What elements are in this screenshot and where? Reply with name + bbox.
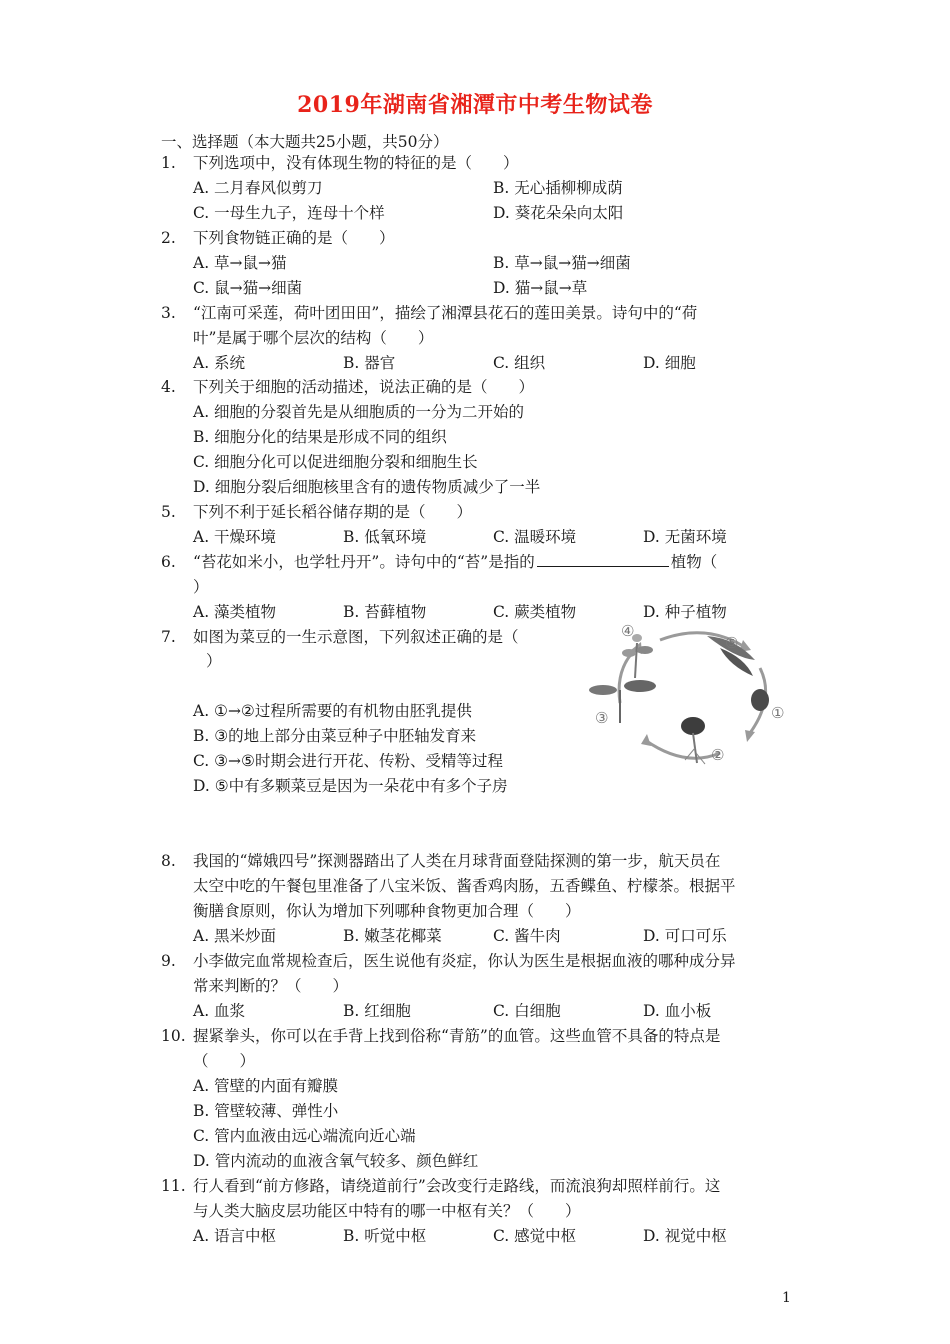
question-number: 9.: [161, 952, 176, 970]
arrow-head: [745, 730, 755, 742]
question-number: 10.: [161, 1027, 186, 1045]
option: B. 器官: [343, 354, 396, 372]
question-text: 衡膳食原则，你认为增加下列哪种食物更加合理（ ）: [193, 902, 581, 920]
question-text: 叶”是属于哪个层次的结构（ ）: [193, 329, 434, 347]
option: C. 一母生九子，连母十个样: [193, 204, 385, 222]
option: B. 苔藓植物: [343, 603, 427, 621]
question-text-part: 植物（: [670, 553, 718, 571]
option: B. ③的地上部分由菜豆种子中胚轴发育来: [193, 727, 477, 745]
question-text: 我国的“嫦娥四号”探测器踏出了人类在月球背面登陆探测的第一步，航天员在: [193, 852, 721, 870]
option: C. 温暖环境: [493, 528, 577, 546]
option: B. 管壁较薄、弹性小: [193, 1102, 339, 1120]
option: A. 草→鼠→猫: [193, 254, 287, 272]
option: D. 可口可乐: [643, 927, 727, 945]
question-number: 6.: [161, 553, 176, 571]
question-text: 行人看到“前方修路，请绕道前行”会改变行走路线，而流浪狗却照样前行。这: [193, 1177, 721, 1195]
option: B. 听觉中枢: [343, 1227, 427, 1245]
page-number: 1: [782, 1290, 791, 1306]
option: B. 细胞分化的结果是形成不同的组织: [193, 428, 447, 446]
question-number: 8.: [161, 852, 176, 870]
exam-title: 2019年湖南省湘潭市中考生物试卷: [297, 92, 653, 118]
option: C. 鼠→猫→细菌: [193, 279, 303, 297]
option: B. 草→鼠→猫→细菌: [493, 254, 631, 272]
option: D. 无菌环境: [643, 528, 727, 546]
option: D. 血小板: [643, 1002, 712, 1020]
question-text: ）: [193, 578, 209, 596]
option: D. 细胞分裂后细胞核里含有的遗传物质减少了一半: [193, 478, 541, 496]
bean-life-cycle-figure: [585, 618, 800, 778]
option: D. 视觉中枢: [643, 1227, 727, 1245]
option: C. 酱牛肉: [493, 927, 561, 945]
question-text: “江南可采莲，荷叶团田田”，描绘了湘潭县花石的莲田美景。诗句中的“荷: [193, 304, 698, 322]
question-text: 太空中吃的午餐包里准备了八宝米饭、酱香鸡肉肠，五香鲽鱼、柠檬茶。根据平: [193, 877, 736, 895]
option: A. ①→②过程所需要的有机物由胚乳提供: [193, 702, 472, 720]
question-number: 2.: [161, 229, 176, 247]
question-text: [193, 552, 717, 572]
option: C. 白细胞: [493, 1002, 561, 1020]
option: A. 黑米炒面: [193, 927, 277, 945]
question-text: （ ）: [193, 1052, 256, 1070]
option: D. 细胞: [643, 354, 696, 372]
option: B. 无心插柳柳成荫: [493, 179, 623, 197]
option: A. 管壁的内面有瓣膜: [193, 1077, 339, 1095]
section-heading: 一、选择题（本大题共25小题，共50分）: [161, 133, 449, 151]
question-text: 常来判断的？（ ）: [193, 977, 349, 995]
option: D. 葵花朵朵向太阳: [493, 204, 624, 222]
figure-label: ⑤: [725, 634, 739, 652]
figure-label: ①: [771, 704, 785, 722]
option: A. 干燥环境: [193, 528, 277, 546]
option: D. 猫→鼠→草: [493, 279, 588, 297]
option: A. 系统: [193, 354, 246, 372]
question-number: 7.: [161, 628, 176, 646]
question-text: 握紧拳头，你可以在手背上找到俗称“青筋”的血管。这些血管不具备的特点是: [193, 1027, 721, 1045]
question-number: 3.: [161, 304, 176, 322]
question-text-part: “苔花如米小，也学牡丹开”。诗句中的“苔”是指的: [193, 553, 535, 571]
question-text: 小李做完血常规检查后，医生说他有炎症，你认为医生是根据血液的哪种成分异: [193, 952, 736, 970]
question-number: 1.: [161, 154, 176, 172]
option: B. 低氧环境: [343, 528, 427, 546]
figure-label: ④: [621, 622, 635, 640]
option: C. 感觉中枢: [493, 1227, 577, 1245]
question-text: 下列选项中，没有体现生物的特征的是（ ）: [193, 154, 519, 172]
option: C. 蕨类植物: [493, 603, 577, 621]
figure-label: ②: [711, 746, 725, 764]
option: B. 红细胞: [343, 1002, 411, 1020]
question-number: 11.: [161, 1177, 186, 1195]
question-text: 下列关于细胞的活动描述，说法正确的是（ ）: [193, 378, 535, 396]
answer-blank: [537, 552, 669, 567]
question-text: 下列食物链正确的是（ ）: [193, 229, 395, 247]
option: A. 血浆: [193, 1002, 246, 1020]
flowering-plant-icon: [622, 634, 653, 678]
option: A. 二月春风似剪刀: [193, 179, 323, 197]
option: C. 组织: [493, 354, 546, 372]
option: C. ③→⑤时期会进行开花、传粉、受精等过程: [193, 752, 503, 770]
option: C. 细胞分化可以促进细胞分裂和细胞生长: [193, 453, 478, 471]
question-number: 4.: [161, 378, 176, 396]
question-number: 5.: [161, 503, 176, 521]
question-text: ）: [206, 652, 222, 670]
option: B. 嫩茎花椰菜: [343, 927, 442, 945]
option: A. 藻类植物: [193, 603, 277, 621]
cycle-arrow: [645, 740, 720, 758]
option: D. 种子植物: [643, 603, 727, 621]
figure-label: ③: [595, 709, 609, 727]
option: C. 管内血液由远心端流向近心端: [193, 1127, 416, 1145]
option: D. 管内流动的血液含氧气较多、颜色鲜红: [193, 1152, 479, 1170]
option: A. 语言中枢: [193, 1227, 277, 1245]
option: A. 细胞的分裂首先是从细胞质的一分为二开始的: [193, 403, 525, 421]
bean-seed-icon: [751, 689, 769, 711]
question-text: 下列不利于延长稻谷储存期的是（ ）: [193, 503, 473, 521]
option: D. ⑤中有多颗菜豆是因为一朵花中有多个子房: [193, 777, 508, 795]
question-text: 如图为菜豆的一生示意图，下列叙述正确的是（: [193, 628, 519, 646]
question-text: 与人类大脑皮层功能区中特有的哪一中枢有关？（ ）: [193, 1202, 581, 1220]
arrow-head: [641, 734, 651, 746]
